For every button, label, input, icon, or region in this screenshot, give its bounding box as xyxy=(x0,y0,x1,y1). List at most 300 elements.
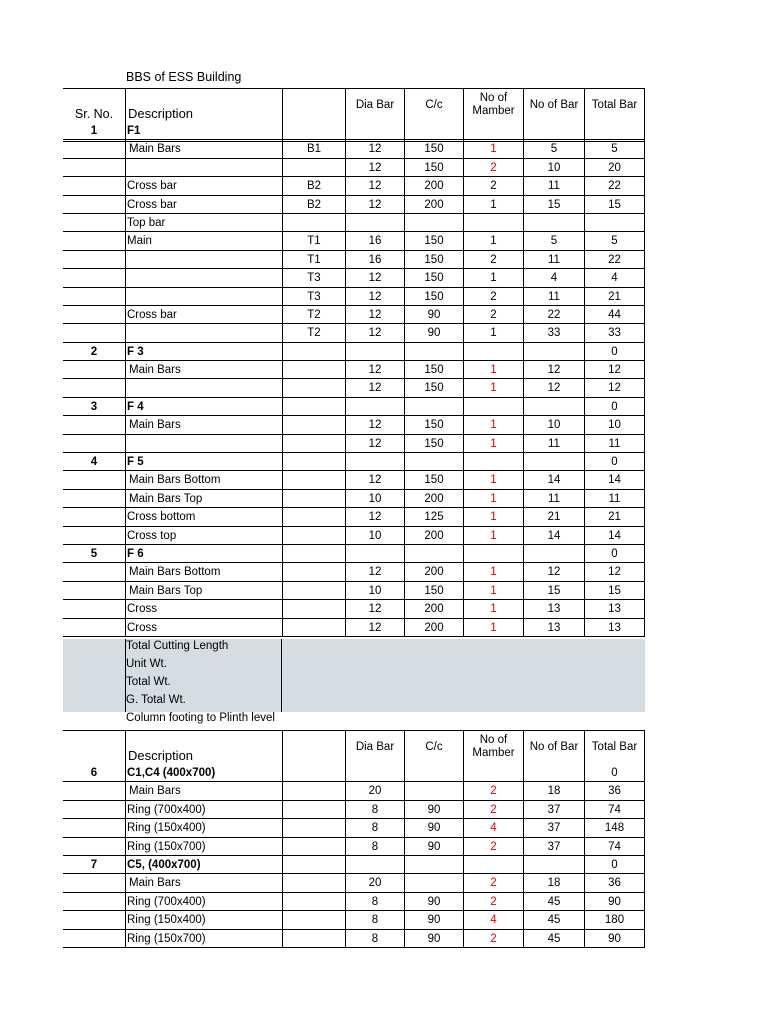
no-of-mamber-cell xyxy=(464,453,524,471)
sr-no-cell xyxy=(63,196,126,214)
total-bar-cell: 12 xyxy=(585,563,645,581)
dia-bar-cell xyxy=(346,545,405,563)
no-of-bar-cell: 14 xyxy=(524,471,585,489)
no-of-mamber-cell: 1 xyxy=(464,490,524,508)
sr-no-cell xyxy=(63,893,126,911)
no-of-mamber-cell: 1 xyxy=(464,508,524,526)
table-row xyxy=(63,911,645,929)
total-bar-cell: 4 xyxy=(585,269,645,287)
table-row xyxy=(63,140,645,158)
dia-bar-cell: 12 xyxy=(346,508,405,526)
cc-cell xyxy=(405,122,464,140)
description-cell: Main Bars Bottom xyxy=(126,563,283,581)
no-of-mamber-cell: 1 xyxy=(464,140,524,158)
table-row xyxy=(63,453,645,471)
total-bar-label: Total Bar xyxy=(591,99,638,111)
table-row xyxy=(63,122,645,140)
description-cell: Main Bars xyxy=(126,782,283,800)
dia-bar-cell: 8 xyxy=(346,893,405,911)
total-bar-cell: 0 xyxy=(585,398,645,416)
dia-bar-label: Dia Bar xyxy=(355,741,395,753)
sr-no-cell xyxy=(63,251,126,269)
sr-no-cell xyxy=(63,471,126,489)
dia-bar-cell: 16 xyxy=(346,232,405,250)
mark-cell xyxy=(283,214,346,232)
sr-no-cell xyxy=(63,838,126,856)
cc-cell: 200 xyxy=(405,619,464,637)
total-bar-label: Total Bar xyxy=(591,741,638,753)
total-bar-cell: 21 xyxy=(585,508,645,526)
dia-bar-cell: 12 xyxy=(346,140,405,158)
sr-no-cell xyxy=(63,177,126,195)
mark-cell xyxy=(283,893,346,911)
cc-cell: 150 xyxy=(405,379,464,397)
no-of-bar-cell: 12 xyxy=(524,379,585,397)
table-row xyxy=(63,838,645,856)
mark-cell xyxy=(283,122,346,140)
no-of-bar-cell: 12 xyxy=(524,563,585,581)
total-bar-cell: 12 xyxy=(585,361,645,379)
table-row xyxy=(63,398,645,416)
no-of-mamber-cell: 2 xyxy=(464,893,524,911)
table-body-footings xyxy=(63,122,645,637)
description-cell: Cross xyxy=(126,600,283,618)
sr-no-cell xyxy=(63,801,126,819)
description-cell: Ring (150x700) xyxy=(126,838,283,856)
mark-cell xyxy=(283,764,346,782)
no-of-bar-cell: 45 xyxy=(524,893,585,911)
sr-no-cell xyxy=(63,819,126,837)
no-of-bar-cell: 22 xyxy=(524,306,585,324)
mark-cell xyxy=(283,600,346,618)
sr-no-cell xyxy=(63,508,126,526)
cc-cell: 150 xyxy=(405,471,464,489)
no-of-mamber-cell: 2 xyxy=(464,838,524,856)
no-of-bar-cell: 15 xyxy=(524,196,585,214)
sr-no-cell xyxy=(63,435,126,453)
no-of-bar-cell: 12 xyxy=(524,361,585,379)
no-of-mamber-cell: 1 xyxy=(464,563,524,581)
cc-cell: 150 xyxy=(405,159,464,177)
mark-cell xyxy=(283,416,346,434)
description-cell: Main Bars xyxy=(126,361,283,379)
mark-cell xyxy=(283,508,346,526)
no-of-bar-cell: 5 xyxy=(524,140,585,158)
no-of-bar-cell: 45 xyxy=(524,930,585,948)
no-of-bar-cell: 13 xyxy=(524,619,585,637)
total-bar-cell: 11 xyxy=(585,490,645,508)
total-bar-cell: 14 xyxy=(585,527,645,545)
no-of-bar-label: No of Bar xyxy=(529,741,579,753)
table-row xyxy=(63,801,645,819)
sr-no-cell xyxy=(63,563,126,581)
cc-cell: 200 xyxy=(405,527,464,545)
table-row xyxy=(63,819,645,837)
no-of-bar-cell xyxy=(524,856,585,874)
cc-cell: 150 xyxy=(405,288,464,306)
mark-cell: T3 xyxy=(283,269,346,287)
dia-bar-cell: 8 xyxy=(346,819,405,837)
dia-bar-cell: 12 xyxy=(346,324,405,342)
table-row xyxy=(63,361,645,379)
cc-cell: 90 xyxy=(405,324,464,342)
no-of-mamber-cell: 2 xyxy=(464,306,524,324)
description-cell: Cross bar xyxy=(126,196,283,214)
dia-bar-cell: 12 xyxy=(346,471,405,489)
dia-bar-cell: 10 xyxy=(346,490,405,508)
dia-bar-cell: 10 xyxy=(346,527,405,545)
description-cell: Main Bars xyxy=(126,416,283,434)
cc-cell xyxy=(405,398,464,416)
dia-bar-cell: 16 xyxy=(346,251,405,269)
description-cell: C5, (400x700) xyxy=(126,856,283,874)
description-cell: Main Bars Top xyxy=(126,490,283,508)
total-bar-cell: 0 xyxy=(585,453,645,471)
table-row xyxy=(63,490,645,508)
mark-cell xyxy=(283,856,346,874)
dia-bar-cell: 12 xyxy=(346,619,405,637)
description-cell: Main Bars Top xyxy=(126,582,283,600)
dia-bar-cell xyxy=(346,764,405,782)
sr-no-cell xyxy=(63,782,126,800)
mark-cell xyxy=(283,361,346,379)
sr-no-cell xyxy=(63,306,126,324)
no-of-bar-cell: 14 xyxy=(524,527,585,545)
total-cutting-length-label: Total Cutting Length xyxy=(126,640,229,652)
sr-no-cell xyxy=(63,288,126,306)
cc-cell: 90 xyxy=(405,838,464,856)
sr-no-cell xyxy=(63,619,126,637)
no-of-bar-cell: 13 xyxy=(524,600,585,618)
no-of-mamber-cell: 2 xyxy=(464,874,524,892)
dia-bar-cell: 12 xyxy=(346,269,405,287)
sr-no-cell: 5 xyxy=(63,545,126,563)
dia-bar-cell: 12 xyxy=(346,361,405,379)
no-of-bar-cell: 37 xyxy=(524,801,585,819)
dia-bar-cell: 12 xyxy=(346,416,405,434)
cc-cell xyxy=(405,343,464,361)
sr-no-cell xyxy=(63,379,126,397)
no-of-bar-cell: 5 xyxy=(524,232,585,250)
no-of-mamber-cell: 1 xyxy=(464,361,524,379)
no-of-mamber-cell: 1 xyxy=(464,324,524,342)
description-cell: F1 xyxy=(126,122,283,140)
dia-bar-cell: 12 xyxy=(346,600,405,618)
cc-cell: 150 xyxy=(405,269,464,287)
total-bar-cell: 15 xyxy=(585,582,645,600)
dia-bar-cell xyxy=(346,856,405,874)
dia-bar-cell xyxy=(346,343,405,361)
table-row xyxy=(63,782,645,800)
total-bar-cell: 90 xyxy=(585,893,645,911)
page-title: BBS of ESS Building xyxy=(126,70,242,84)
sr-no-cell xyxy=(63,911,126,929)
sr-no-cell xyxy=(63,930,126,948)
mark-cell xyxy=(283,563,346,581)
cc-cell: 200 xyxy=(405,490,464,508)
mark-cell: B1 xyxy=(283,140,346,158)
no-of-bar-cell: 21 xyxy=(524,508,585,526)
dia-bar-cell xyxy=(346,398,405,416)
description-cell: Ring (150x400) xyxy=(126,819,283,837)
description-cell: Ring (150x700) xyxy=(126,930,283,948)
sr-no-cell: 4 xyxy=(63,453,126,471)
no-of-mamber-cell: 2 xyxy=(464,177,524,195)
mark-cell xyxy=(283,527,346,545)
mark-cell xyxy=(283,159,346,177)
cc-cell xyxy=(405,453,464,471)
cc-cell: 200 xyxy=(405,177,464,195)
no-of-bar-cell: 37 xyxy=(524,819,585,837)
table-row xyxy=(63,343,645,361)
no-of-bar-cell xyxy=(524,122,585,140)
cc-cell: 150 xyxy=(405,232,464,250)
mark-cell: B2 xyxy=(283,177,346,195)
dia-bar-cell xyxy=(346,122,405,140)
dia-bar-cell: 12 xyxy=(346,177,405,195)
sr-no-cell xyxy=(63,416,126,434)
no-of-bar-cell: 18 xyxy=(524,874,585,892)
description-cell: Cross bottom xyxy=(126,508,283,526)
mark-cell xyxy=(283,911,346,929)
dia-bar-cell: 12 xyxy=(346,435,405,453)
table-row xyxy=(63,251,645,269)
dia-bar-cell: 12 xyxy=(346,306,405,324)
description-cell xyxy=(126,269,283,287)
cc-cell xyxy=(405,874,464,892)
no-of-bar-cell: 11 xyxy=(524,177,585,195)
no-of-mamber-cell: 1 xyxy=(464,232,524,250)
cc-cell: 200 xyxy=(405,563,464,581)
no-of-mamber-label-1: No of xyxy=(479,734,508,746)
no-of-mamber-cell: 2 xyxy=(464,288,524,306)
table-row xyxy=(63,306,645,324)
sr-no-cell xyxy=(63,874,126,892)
sr-no-cell: 2 xyxy=(63,343,126,361)
sr-no-label: Sr. No. xyxy=(74,107,114,121)
description-cell: Main Bars xyxy=(126,140,283,158)
mark-cell xyxy=(283,619,346,637)
mark-cell xyxy=(283,453,346,471)
no-of-mamber-cell: 1 xyxy=(464,527,524,545)
table-body-columns xyxy=(63,764,645,948)
unit-wt-label: Unit Wt. xyxy=(126,658,167,670)
description-cell xyxy=(126,251,283,269)
no-of-mamber-cell xyxy=(464,545,524,563)
cc-label: C/c xyxy=(425,99,443,111)
no-of-mamber-cell xyxy=(464,398,524,416)
total-bar-cell: 0 xyxy=(585,856,645,874)
no-of-mamber-cell: 1 xyxy=(464,471,524,489)
cc-cell: 90 xyxy=(405,819,464,837)
mark-cell: T2 xyxy=(283,306,346,324)
sr-no-cell xyxy=(63,490,126,508)
sr-no-cell xyxy=(63,159,126,177)
total-bar-cell: 14 xyxy=(585,471,645,489)
no-of-mamber-cell: 1 xyxy=(464,269,524,287)
table-row xyxy=(63,196,645,214)
mark-cell xyxy=(283,545,346,563)
sr-no-cell xyxy=(63,232,126,250)
cc-cell xyxy=(405,856,464,874)
no-of-mamber-cell: 1 xyxy=(464,196,524,214)
dia-bar-cell: 8 xyxy=(346,930,405,948)
sr-no-cell xyxy=(63,214,126,232)
mark-cell xyxy=(283,471,346,489)
description-cell xyxy=(126,288,283,306)
cc-cell xyxy=(405,214,464,232)
table-row xyxy=(63,159,645,177)
table-row xyxy=(63,471,645,489)
description-cell: Cross xyxy=(126,619,283,637)
dia-bar-cell: 8 xyxy=(346,838,405,856)
description-cell xyxy=(126,324,283,342)
table-row xyxy=(63,856,645,874)
no-of-mamber-cell: 1 xyxy=(464,435,524,453)
mark-cell xyxy=(283,930,346,948)
cc-cell: 90 xyxy=(405,930,464,948)
description-cell: F 4 xyxy=(126,398,283,416)
table-row xyxy=(63,545,645,563)
no-of-bar-cell: 37 xyxy=(524,838,585,856)
cc-cell: 90 xyxy=(405,801,464,819)
total-bar-cell: 0 xyxy=(585,764,645,782)
no-of-bar-cell: 18 xyxy=(524,782,585,800)
cc-cell: 200 xyxy=(405,196,464,214)
sr-no-cell xyxy=(63,527,126,545)
mark-cell: B2 xyxy=(283,196,346,214)
no-of-bar-cell xyxy=(524,545,585,563)
mark-cell: T1 xyxy=(283,251,346,269)
cc-cell: 150 xyxy=(405,251,464,269)
mark-cell xyxy=(283,819,346,837)
dia-bar-cell: 12 xyxy=(346,288,405,306)
description-cell xyxy=(126,159,283,177)
cc-cell xyxy=(405,782,464,800)
table-row xyxy=(63,232,645,250)
table-row xyxy=(63,435,645,453)
no-of-mamber-cell: 2 xyxy=(464,159,524,177)
no-of-bar-cell: 10 xyxy=(524,159,585,177)
dia-bar-cell: 20 xyxy=(346,782,405,800)
mark-cell xyxy=(283,490,346,508)
sr-no-cell xyxy=(63,140,126,158)
dia-bar-cell: 12 xyxy=(346,159,405,177)
dia-bar-cell: 10 xyxy=(346,582,405,600)
table-row xyxy=(63,288,645,306)
sr-no-cell xyxy=(63,324,126,342)
total-bar-cell: 12 xyxy=(585,379,645,397)
table-row xyxy=(63,527,645,545)
dia-bar-cell: 20 xyxy=(346,874,405,892)
table-row xyxy=(63,214,645,232)
description-cell: Ring (700x400) xyxy=(126,801,283,819)
description-cell xyxy=(126,379,283,397)
total-bar-cell: 11 xyxy=(585,435,645,453)
description-cell: Cross top xyxy=(126,527,283,545)
table-row xyxy=(63,874,645,892)
mark-cell xyxy=(283,782,346,800)
total-bar-cell: 20 xyxy=(585,159,645,177)
no-of-mamber-cell: 2 xyxy=(464,801,524,819)
dia-bar-cell: 8 xyxy=(346,911,405,929)
no-of-mamber-label-2: Mamber xyxy=(472,747,515,759)
mark-cell: T3 xyxy=(283,288,346,306)
sr-no-cell: 7 xyxy=(63,856,126,874)
no-of-mamber-cell xyxy=(464,343,524,361)
total-bar-cell: 148 xyxy=(585,819,645,837)
total-bar-cell: 44 xyxy=(585,306,645,324)
description-cell: Main xyxy=(126,232,283,250)
no-of-mamber-cell: 1 xyxy=(464,582,524,600)
description-cell: Top bar xyxy=(126,214,283,232)
description-cell: Ring (700x400) xyxy=(126,893,283,911)
mark-cell xyxy=(283,435,346,453)
cc-label: C/c xyxy=(425,741,443,753)
total-bar-cell: 22 xyxy=(585,251,645,269)
description-label: Description xyxy=(128,106,194,121)
no-of-bar-cell: 4 xyxy=(524,269,585,287)
sr-no-cell xyxy=(63,600,126,618)
total-bar-cell: 74 xyxy=(585,838,645,856)
no-of-bar-cell: 11 xyxy=(524,435,585,453)
mark-cell xyxy=(283,838,346,856)
description-cell: Cross bar xyxy=(126,306,283,324)
sr-no-cell: 1 xyxy=(63,122,126,140)
no-of-bar-cell: 11 xyxy=(524,251,585,269)
mark-cell: T1 xyxy=(283,232,346,250)
no-of-bar-cell xyxy=(524,343,585,361)
total-bar-cell: 74 xyxy=(585,801,645,819)
summary-divider xyxy=(281,639,282,712)
total-bar-cell: 180 xyxy=(585,911,645,929)
mark-cell xyxy=(283,582,346,600)
dia-bar-cell: 12 xyxy=(346,563,405,581)
table-row xyxy=(63,379,645,397)
description-cell: F 6 xyxy=(126,545,283,563)
no-of-bar-cell: 11 xyxy=(524,490,585,508)
mark-cell xyxy=(283,874,346,892)
table-row xyxy=(63,600,645,618)
mark-cell xyxy=(283,398,346,416)
cc-cell: 90 xyxy=(405,911,464,929)
table-row xyxy=(63,416,645,434)
total-wt-label: Total Wt. xyxy=(126,676,171,688)
description-cell: Main Bars xyxy=(126,874,283,892)
mark-cell xyxy=(283,801,346,819)
cc-cell: 150 xyxy=(405,582,464,600)
description-cell: C1,C4 (400x700) xyxy=(126,764,283,782)
total-bar-cell xyxy=(585,214,645,232)
sr-no-cell xyxy=(63,582,126,600)
sr-no-cell xyxy=(63,361,126,379)
no-of-mamber-label-2: Mamber xyxy=(472,105,515,117)
no-of-bar-cell xyxy=(524,214,585,232)
cc-cell: 90 xyxy=(405,893,464,911)
cc-cell: 90 xyxy=(405,306,464,324)
no-of-mamber-cell xyxy=(464,764,524,782)
mark-cell: T2 xyxy=(283,324,346,342)
dia-bar-cell: 12 xyxy=(346,379,405,397)
description-cell: F 5 xyxy=(126,453,283,471)
sr-no-cell: 3 xyxy=(63,398,126,416)
total-bar-cell xyxy=(585,122,645,140)
no-of-bar-cell: 45 xyxy=(524,911,585,929)
cc-cell: 125 xyxy=(405,508,464,526)
mark-cell xyxy=(283,343,346,361)
total-bar-cell: 15 xyxy=(585,196,645,214)
cc-cell: 200 xyxy=(405,600,464,618)
